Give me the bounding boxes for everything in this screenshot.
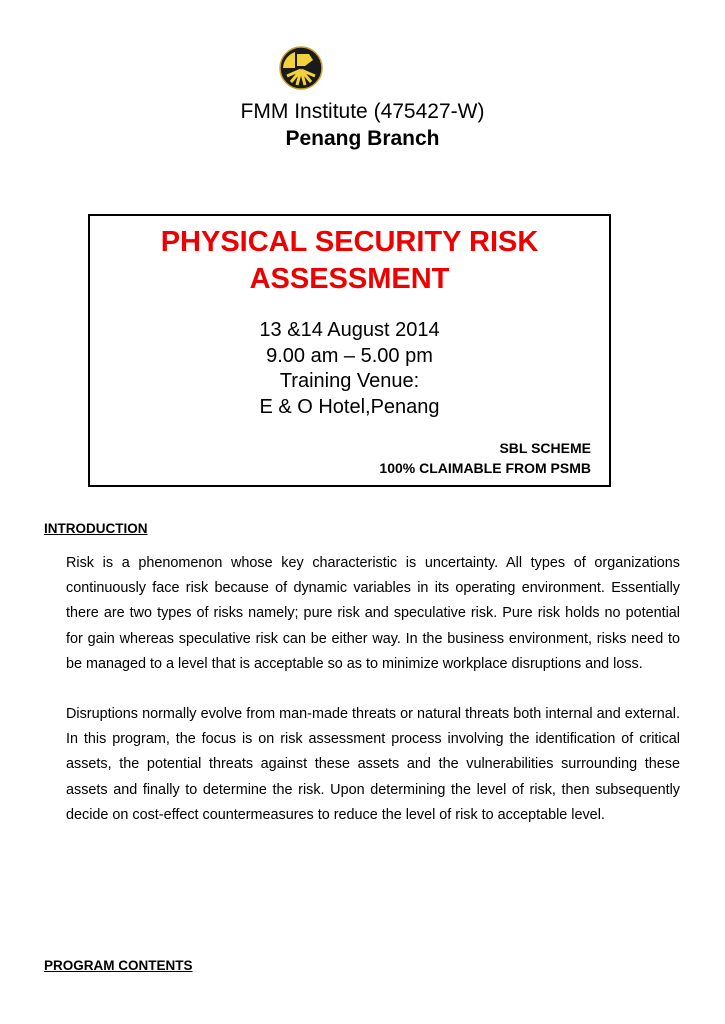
course-info-box bbox=[88, 214, 611, 487]
intro-paragraph-1: Risk is a phenomenon whose key characteristic is uncertainty. All types of organizations continuously face risk because of dynamic variables in its operating environment. Essentially there are two types of risks namely; pure risk and speculative risk. Pure risk holds no potential for gain whereas speculative risk can be either way. In the business environment, risks need to be managed to a level that is acceptable so as to minimize workplace disruptions and loss. bbox=[66, 555, 680, 672]
course-date: 13 &14 August 2014 bbox=[259, 319, 440, 341]
course-title bbox=[90, 224, 609, 298]
program-contents-heading: PROGRAM CONTENTS bbox=[44, 958, 193, 973]
venue-label: Training Venue: bbox=[279, 370, 420, 392]
course-time: 9.00 am – 5.00 pm bbox=[266, 344, 433, 367]
branch-name: Penang Branch bbox=[285, 127, 440, 150]
venue: E & O Hotel,Penang bbox=[259, 395, 440, 418]
scheme-name: SBL SCHEME bbox=[499, 440, 591, 456]
intro-paragraph-2: Disruptions normally evolve from man-made threats or natural threats both internal and external. In this program, the focus is on risk assessment process involving the identification of critical assets, the potential threats against these assets and the vulnerabilities surrounding these assets and finally to determine the risk. Upon determining the level of risk, then subsequently decide on cost-effect countermeasures to reduce the level of risk to acceptable level. bbox=[66, 706, 680, 823]
institute-name: FMM Institute (475427-W) bbox=[240, 100, 485, 123]
fmm-logo-icon bbox=[279, 46, 323, 90]
title-line-2: ASSESSMENT bbox=[249, 263, 450, 295]
claim-info: 100% CLAIMABLE FROM PSMB bbox=[379, 460, 591, 476]
introduction-heading: INTRODUCTION bbox=[44, 521, 148, 536]
title-line-1: PHYSICAL SECURITY RISK bbox=[160, 226, 539, 258]
scheme-info bbox=[379, 438, 591, 478]
course-details bbox=[90, 318, 609, 420]
